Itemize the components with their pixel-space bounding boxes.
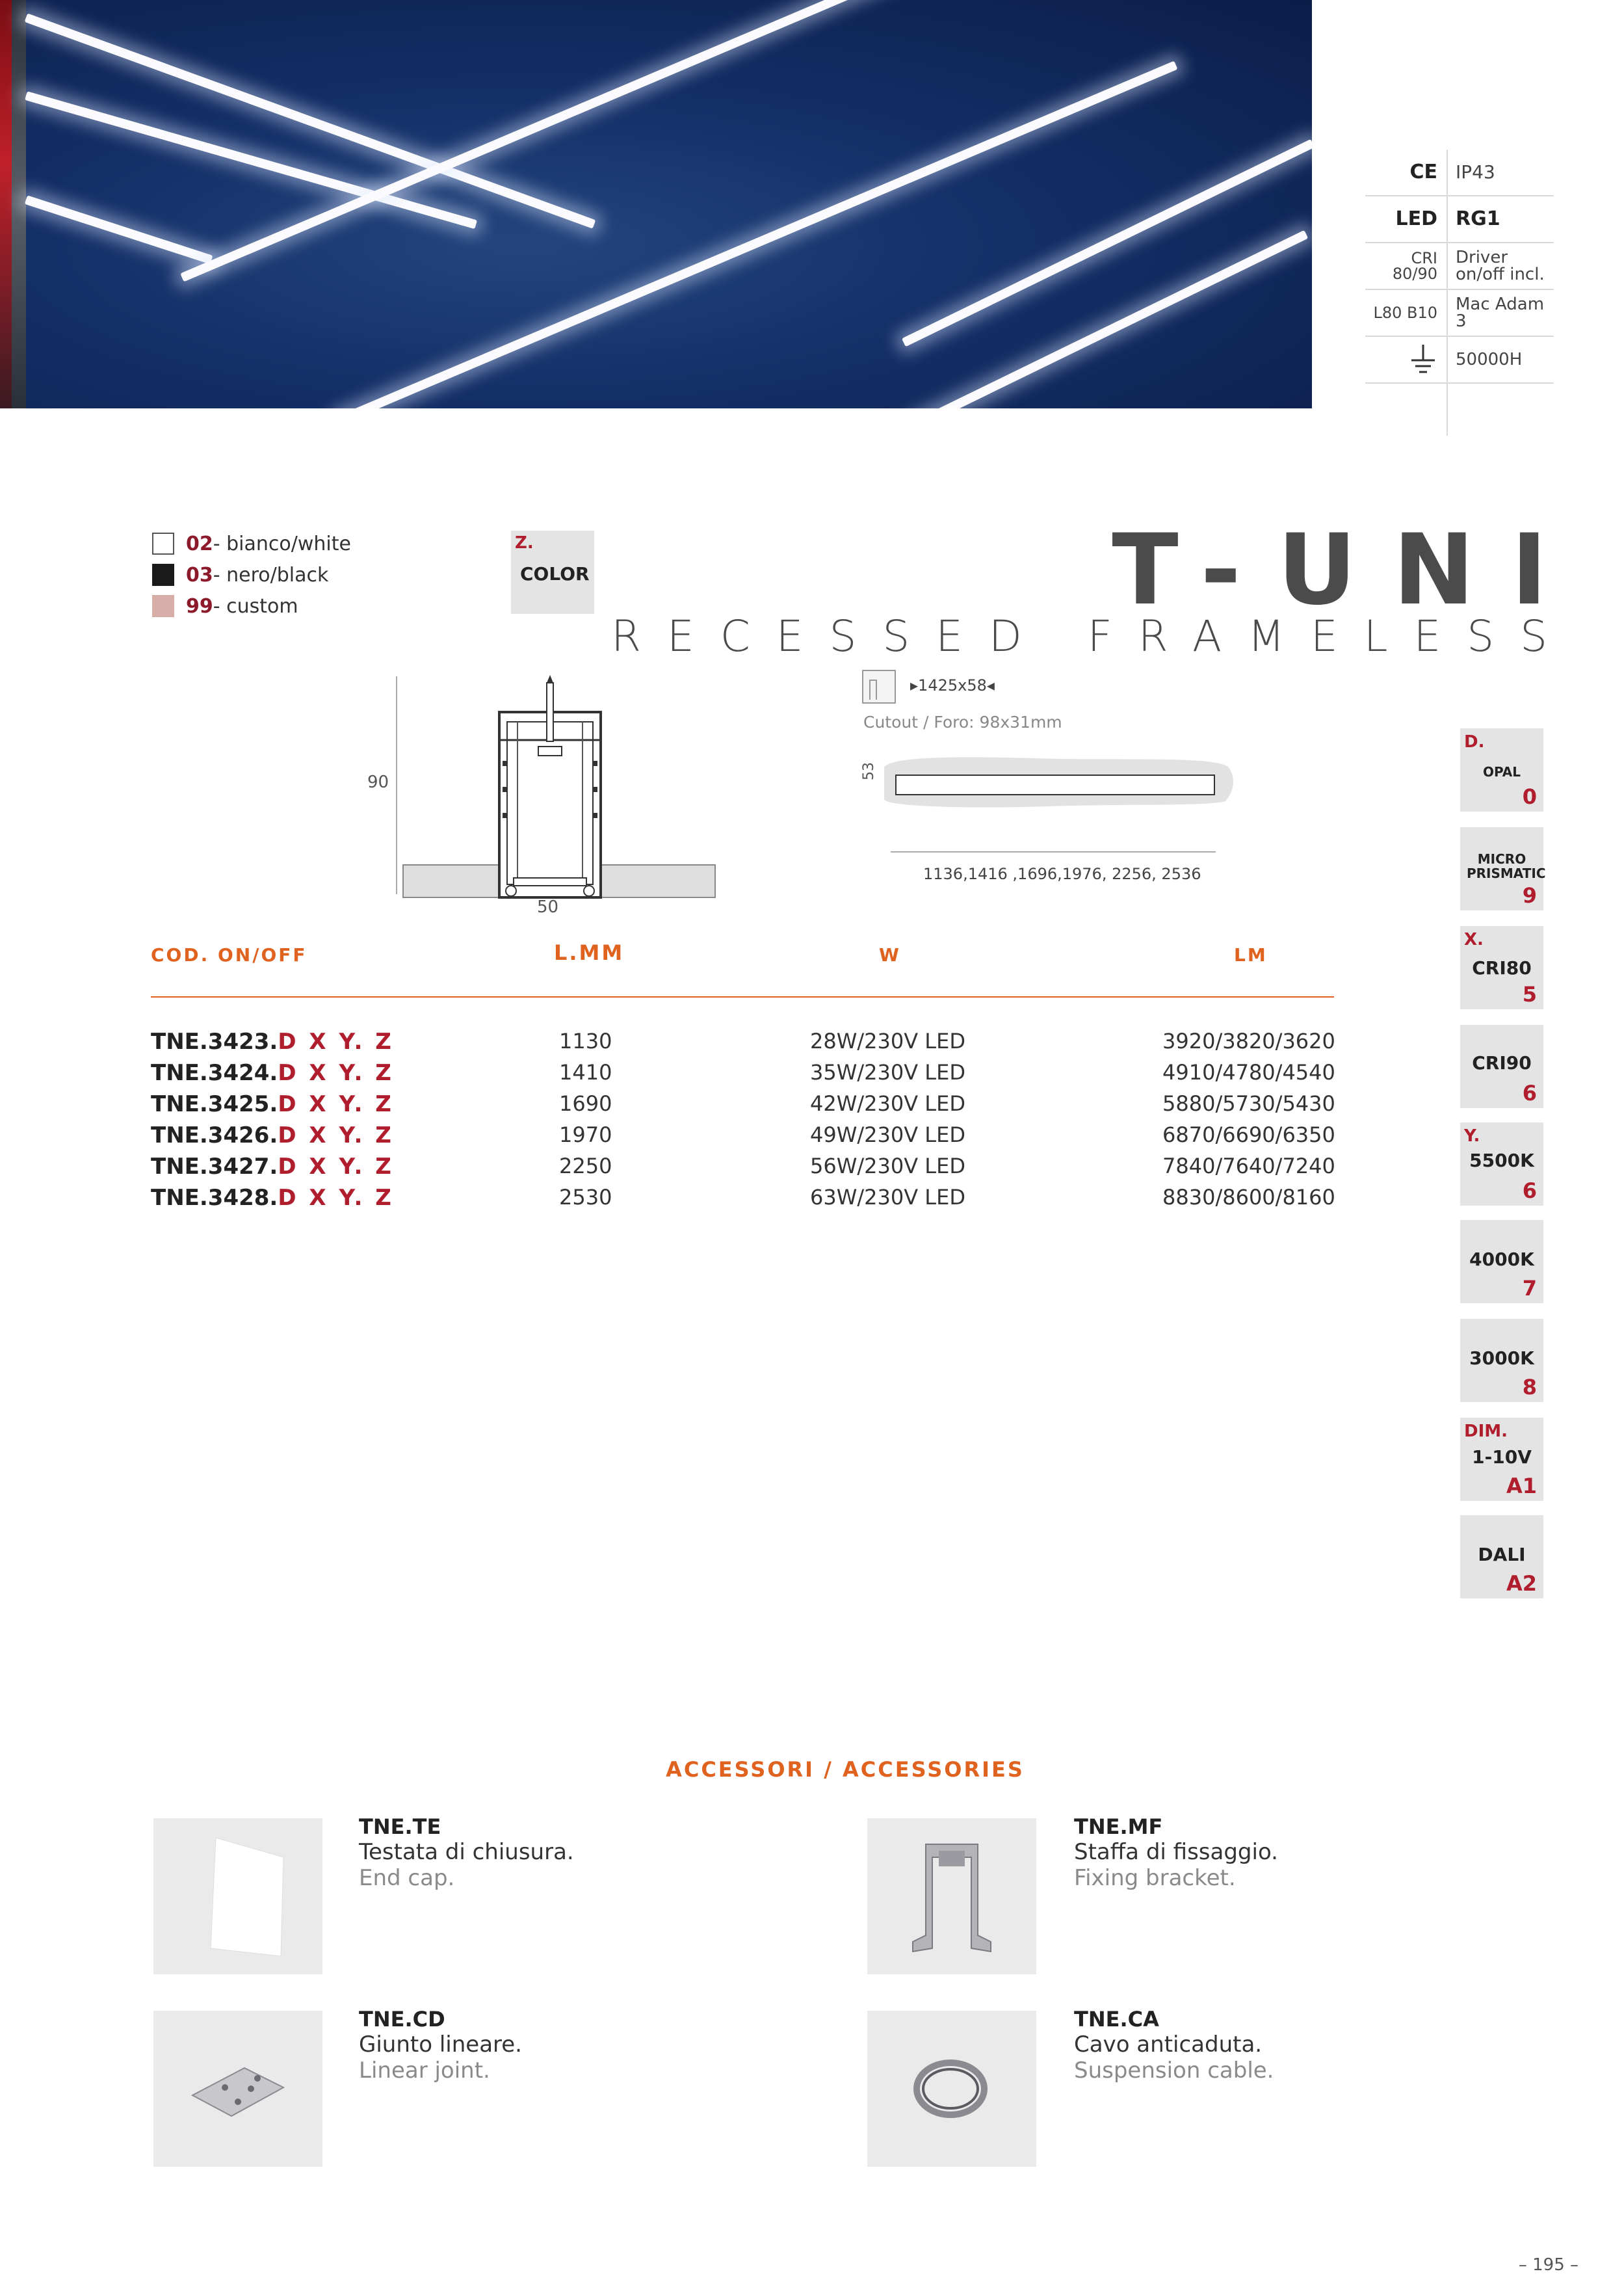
light-beam xyxy=(180,0,932,282)
sku: TNE.3423.D X Y. Z xyxy=(151,1029,394,1055)
watt-cell: 49W/230V LED xyxy=(810,1122,965,1147)
table-row xyxy=(151,1185,1354,1216)
accessory-fixing-bracket xyxy=(1074,1814,1278,1891)
header-lumen: LM xyxy=(1234,944,1268,966)
color-label: - nero/black xyxy=(213,563,329,587)
header-length: L.MM xyxy=(554,940,625,965)
option-code: 8 xyxy=(1522,1375,1537,1399)
swatch-black xyxy=(152,564,174,586)
option-letter: X. xyxy=(1464,930,1484,949)
header-divider xyxy=(151,996,1334,998)
sku: TNE.3425.D X Y. Z xyxy=(151,1091,394,1117)
lumen-cell: 3920/3820/3620 xyxy=(1162,1029,1335,1053)
option-code: A2 xyxy=(1506,1571,1537,1596)
spec-key: CRI 80/90 xyxy=(1392,249,1437,283)
arrow-left-icon: ▸ xyxy=(910,676,919,695)
spec-table xyxy=(1365,150,1554,436)
color-item xyxy=(152,528,351,559)
option-dali xyxy=(1460,1515,1543,1598)
spec-value: RG1 xyxy=(1447,196,1554,242)
fixing-bracket-image xyxy=(867,1818,1036,1974)
height-dimension: 90 xyxy=(367,773,389,792)
length-cell: 1690 xyxy=(559,1091,612,1116)
option-code: A1 xyxy=(1506,1474,1537,1498)
option-code: 7 xyxy=(1522,1276,1537,1301)
spec-value: Mac Adam 3 xyxy=(1447,290,1554,336)
cutout-side-dimension: 53 xyxy=(861,762,877,780)
lumen-cell: 4910/4780/4540 xyxy=(1162,1060,1335,1085)
table-row xyxy=(151,1091,1354,1122)
earth-ground-icon xyxy=(1365,343,1447,376)
color-label: - bianco/white xyxy=(213,532,351,555)
color-label: - custom xyxy=(213,594,298,618)
sku: TNE.3426.D X Y. Z xyxy=(151,1122,394,1148)
accessory-end-cap xyxy=(359,1814,574,1891)
watt-cell: 35W/230V LED xyxy=(810,1060,965,1085)
hero-grey-edge xyxy=(12,0,26,408)
light-beam xyxy=(902,139,1312,347)
lumen-cell: 8830/8600/8160 xyxy=(1162,1185,1335,1210)
cutout-lengths: 1136,1416 ,1696,1976, 2256, 2536 xyxy=(923,865,1201,883)
lumen-cell: 6870/6690/6350 xyxy=(1162,1122,1335,1147)
arrow-right-icon: ◂ xyxy=(986,676,995,695)
option-name: 4000K xyxy=(1469,1249,1534,1270)
accessory-linear-joint xyxy=(359,2007,522,2084)
header-code: COD. ON/OFF xyxy=(151,944,308,966)
watt-cell: 42W/230V LED xyxy=(810,1091,965,1116)
option-code: 5 xyxy=(1522,982,1537,1007)
cross-section-drawing xyxy=(390,670,728,943)
option-opal xyxy=(1460,728,1543,812)
accessory-name-it: Giunto lineare. xyxy=(359,2032,522,2058)
spec-row xyxy=(1365,243,1554,290)
option-code: 9 xyxy=(1522,883,1537,908)
table-row xyxy=(151,1029,1354,1060)
option-cri90 xyxy=(1460,1025,1543,1108)
accessory-name-en: End cap. xyxy=(359,1865,455,1891)
option-letter: D. xyxy=(1464,732,1485,752)
sku: TNE.3428.D X Y. Z xyxy=(151,1185,394,1211)
cutout-icon xyxy=(862,670,896,704)
tag-label: COLOR xyxy=(520,563,590,585)
accessory-code: TNE.TE xyxy=(359,1814,441,1839)
accessories-title: ACCESSORI / ACCESSORIES xyxy=(666,1757,1025,1782)
header-watt: W xyxy=(879,944,901,966)
spec-value: IP43 xyxy=(1447,150,1554,195)
length-cell: 1410 xyxy=(559,1060,612,1085)
color-code: 03 xyxy=(186,563,213,587)
option-name: 1-10V xyxy=(1472,1446,1532,1468)
option-name: 3000K xyxy=(1469,1347,1534,1369)
color-list xyxy=(152,528,351,622)
color-code: 99 xyxy=(186,594,213,618)
color-item xyxy=(152,559,351,590)
option-4000k xyxy=(1460,1220,1543,1303)
ce-mark: CE xyxy=(1409,161,1437,183)
accessory-code: TNE.MF xyxy=(1074,1814,1163,1839)
option-3000k xyxy=(1460,1319,1543,1402)
tag-letter: Z. xyxy=(515,533,534,553)
watt-cell: 28W/230V LED xyxy=(810,1029,965,1053)
option-code: 0 xyxy=(1522,784,1537,809)
option-letter: DIM. xyxy=(1464,1422,1508,1441)
option-name: MICRO PRISMATIC xyxy=(1467,851,1546,881)
spec-row xyxy=(1365,150,1554,196)
length-cell: 1970 xyxy=(559,1122,612,1147)
width-dimension: 50 xyxy=(537,897,559,917)
sku: TNE.3424.D X Y. Z xyxy=(151,1060,394,1086)
length-cell: 2530 xyxy=(559,1185,612,1210)
accessory-code: TNE.CA xyxy=(1074,2007,1159,2032)
option-letter: Y. xyxy=(1464,1126,1480,1146)
accessory-name-it: Staffa di fissaggio. xyxy=(1074,1839,1278,1865)
accessory-suspension-cable xyxy=(1074,2007,1274,2084)
color-code: 02 xyxy=(186,532,213,555)
hero-photo xyxy=(0,0,1312,408)
option-name: CRI80 xyxy=(1472,957,1532,979)
end-cap-image xyxy=(153,1818,322,1974)
accessory-name-it: Cavo anticaduta. xyxy=(1074,2032,1263,2058)
length-cell: 2250 xyxy=(559,1154,612,1178)
product-subtitle: RECESSED FRAMELESS xyxy=(611,611,1573,661)
accessory-name-en: Linear joint. xyxy=(359,2058,490,2084)
table-row xyxy=(151,1122,1354,1154)
cutout-drawing xyxy=(865,741,1242,858)
cutout-label: Cutout / Foro: 98x31mm xyxy=(863,713,1062,732)
spec-key: L80 B10 xyxy=(1373,304,1437,322)
option-1-10v xyxy=(1460,1418,1543,1501)
swatch-custom xyxy=(152,595,174,617)
cutout-size xyxy=(910,676,995,695)
accessory-code: TNE.CD xyxy=(359,2007,445,2032)
watt-cell: 63W/230V LED xyxy=(810,1185,965,1210)
option-name: OPAL xyxy=(1482,764,1521,780)
spec-key: LED xyxy=(1395,207,1437,230)
spec-divider xyxy=(1447,384,1554,436)
lumen-cell: 5880/5730/5430 xyxy=(1162,1091,1335,1116)
spec-row xyxy=(1365,290,1554,337)
option-name: CRI90 xyxy=(1472,1052,1532,1074)
suspension-cable-image xyxy=(867,2011,1036,2167)
option-code: 6 xyxy=(1522,1178,1537,1203)
spec-row xyxy=(1365,337,1554,384)
linear-joint-image xyxy=(153,2011,322,2167)
spec-value: 50000H xyxy=(1447,337,1554,382)
color-tag xyxy=(511,531,594,614)
hero-red-edge xyxy=(0,0,12,408)
option-5500k xyxy=(1460,1122,1543,1206)
accessory-name-en: Fixing bracket. xyxy=(1074,1865,1236,1891)
sku: TNE.3427.D X Y. Z xyxy=(151,1154,394,1180)
accessory-name-it: Testata di chiusura. xyxy=(359,1839,574,1865)
swatch-white xyxy=(152,533,174,555)
accessory-name-en: Suspension cable. xyxy=(1074,2058,1274,2084)
spec-row xyxy=(1365,196,1554,243)
light-beam xyxy=(25,195,213,264)
watt-cell: 56W/230V LED xyxy=(810,1154,965,1178)
table-row xyxy=(151,1060,1354,1091)
lumen-cell: 7840/7640/7240 xyxy=(1162,1154,1335,1178)
color-item xyxy=(152,590,351,622)
size-label: 1425x58 xyxy=(918,676,987,695)
table-row xyxy=(151,1154,1354,1185)
option-name: 5500K xyxy=(1469,1150,1534,1171)
option-cri80 xyxy=(1460,926,1543,1009)
length-cell: 1130 xyxy=(559,1029,612,1053)
spec-value: Driver on/off incl. xyxy=(1447,243,1554,289)
option-micro-prismatic xyxy=(1460,827,1546,910)
page-number: – 195 – xyxy=(1518,2255,1578,2275)
option-code: 6 xyxy=(1522,1081,1537,1106)
option-name: DALI xyxy=(1478,1544,1526,1565)
product-title: T-UNI xyxy=(1112,514,1584,627)
